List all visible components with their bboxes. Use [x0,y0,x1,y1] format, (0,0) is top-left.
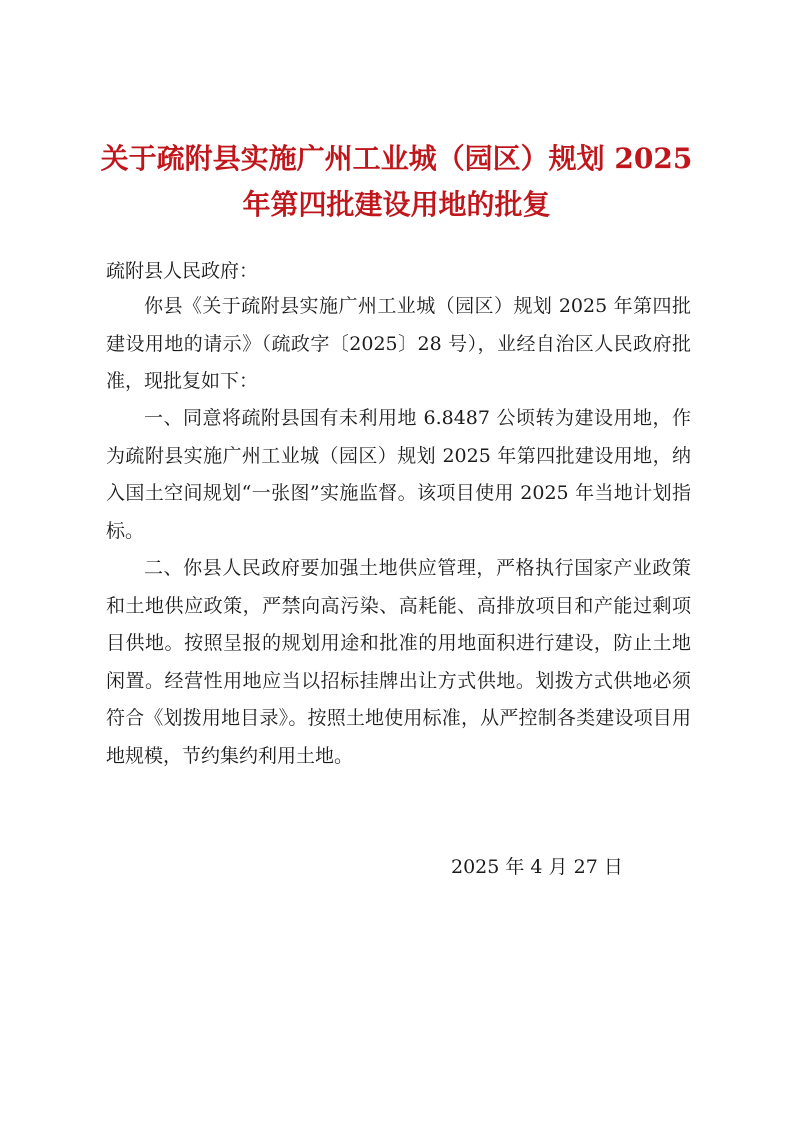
title-line-2: 年第四批建设用地的批复 [242,188,551,221]
paragraph-approval-item-1: 一、同意将疏附县国有未利用地 6.8487 公顷转为建设用地，作为疏附县实施广州工业城（园区）规划 2025 年第四批建设用地，纳入国土空间规划“一张图”实施监督。该项目使用 2025 年当地计划指标。 [106,407,691,542]
document-date: 2025 年 4 月 27 日 [451,856,623,878]
salutation: 疏附县人民政府： [106,260,259,282]
paragraph-request-reference: 你县《关于疏附县实施广州工业城（园区）规划 2025 年第四批建设用地的请示》（疏政字〔2025〕28 号），业经自治区人民政府批准，现批复如下： [106,295,691,392]
title-line-1: 关于疏附县实施广州工业城（园区）规划 2025 [100,142,693,175]
paragraph-approval-item-2: 二、你县人民政府要加强土地供应管理，严格执行国家产业政策和土地供应政策，严禁向高污染、高耗能、高排放项目和产能过剩项目供地。按照呈报的规划用途和批准的用地面积进行建设，防止土地闲置。经营性用地应当以招标挂牌出让方式供地。划拨方式供地必须符合《划拨用地目录》。按照土地使用标准，从严控制各类建设项目用地规模，节约集约利用土地。 [106,557,691,767]
document-title [60,136,733,228]
